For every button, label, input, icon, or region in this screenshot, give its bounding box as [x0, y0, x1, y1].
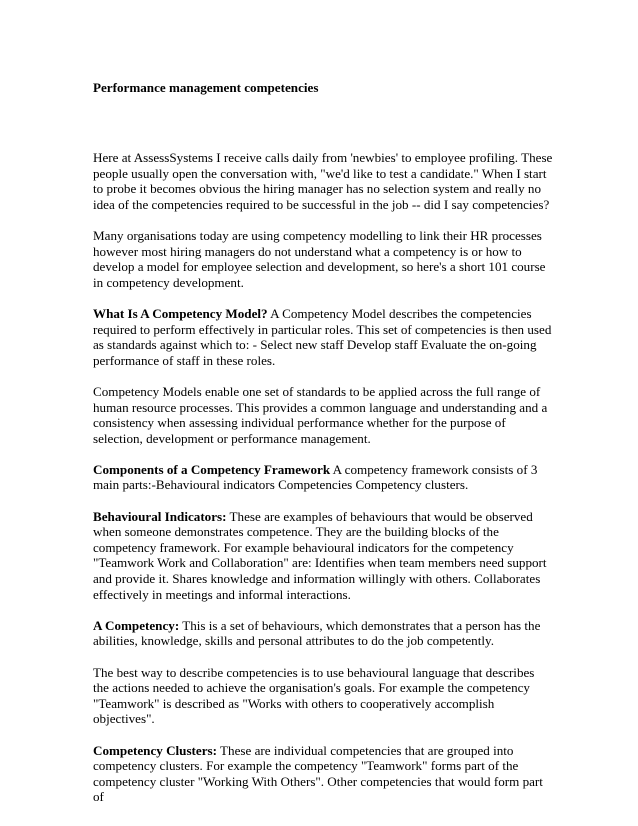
paragraph-text: The best way to describe competencies is to use behavioural language that describes the actions needed to achieve the organisation's goals. For example the competency "Teamwork" is described as "Works with others to cooperatively accomplish objectives".	[93, 664, 535, 727]
paragraph	[93, 743, 553, 805]
paragraph-heading: Behavioural Indicators:	[93, 508, 227, 524]
paragraph	[93, 384, 553, 446]
paragraph-text: A competency framework consists of 3 main parts:-Behavioural indicators Competencies Competency clusters.	[93, 461, 538, 493]
paragraph	[93, 228, 553, 290]
paragraph-text: Competency Models enable one set of standards to be applied across the full range of human resource processes. This provides a common language and understanding and a consistency when assessing individual performance whether for the purpose of selection, development or performance management.	[93, 383, 548, 446]
paragraph	[93, 306, 553, 368]
paragraph-heading: Competency Clusters:	[93, 742, 218, 758]
paragraph	[93, 665, 553, 727]
paragraph	[93, 462, 553, 493]
paragraph-text: Here at AssessSystems I receive calls daily from 'newbies' to employee profiling. These people usually open the conversation with, "we'd like to test a candidate." When I start to probe it becomes obvious the hiring manager has no selection system and really no idea of the competencies required to be successful in the job -- did I say competencies?	[93, 150, 553, 212]
paragraph-text: These are examples of behaviours that would be observed when someone demonstrates competence. They are the building blocks of the competency framework. For example behavioural indicators for the competency "Teamwork Work and Collaboration" are: Identifies when team members need support and provide it. Shares knowledge and information willingly with others. Collaborates effectively in meetings and informal interactions.	[93, 508, 547, 602]
paragraph-heading: A Competency:	[93, 617, 180, 633]
paragraph-text: Many organisations today are using competency modelling to link their HR processes however most hiring managers do not understand what a competency is or how to develop a model for employee selection and development, so here's a short 101 course in competency development.	[93, 227, 546, 290]
paragraph-text: These are individual competencies that are grouped into competency clusters. For example the competency "Teamwork" forms part of the competency cluster "Working With Others". Other competencies that would form part of	[93, 742, 543, 805]
paragraph	[93, 509, 553, 603]
paragraph	[93, 150, 553, 212]
document-title: Performance management competencies	[93, 80, 319, 95]
paragraph	[93, 618, 553, 649]
document-body	[93, 150, 553, 821]
paragraph-heading: What Is A Competency Model?	[93, 305, 268, 321]
paragraph-text: A Competency Model describes the competencies required to perform effectively in particular roles. This set of competencies is then used as standards against which to: - Select new staff Develop staff Evaluate the on-going performance of staff in these roles.	[93, 305, 552, 368]
paragraph-heading: Components of a Competency Framework	[93, 461, 331, 477]
paragraph-text: This is a set of behaviours, which demonstrates that a person has the abilities, knowledge, skills and personal attributes to do the job competently.	[93, 617, 541, 649]
